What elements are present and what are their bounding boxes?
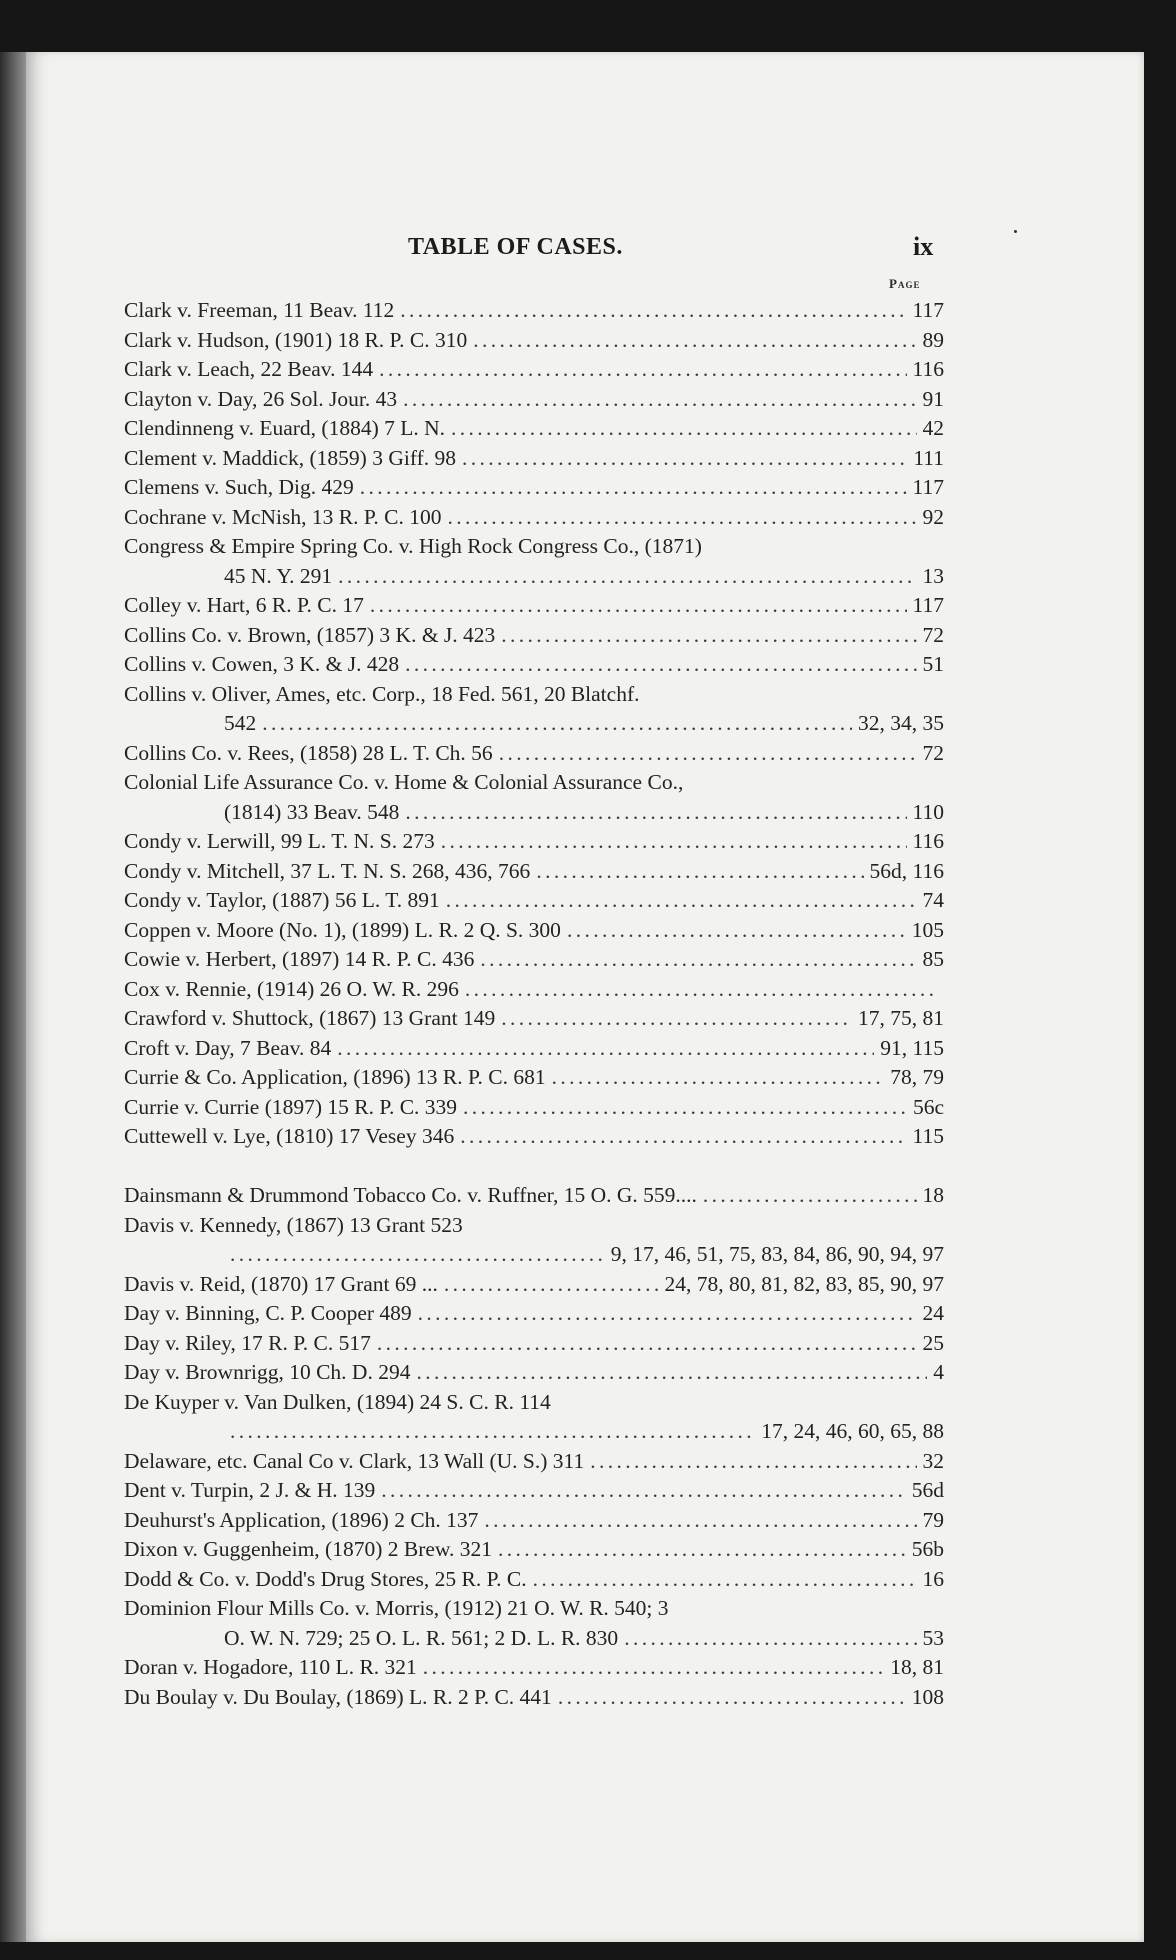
case-citation: Dainsmann & Drummond Tobacco Co. v. Ruffner, 15 O. G. 559.... [124, 1183, 697, 1207]
case-entry [124, 945, 944, 975]
page-references: 24 [922, 1301, 944, 1325]
table-of-cases [124, 296, 944, 1712]
case-line [124, 1683, 944, 1713]
page-references: 116 [912, 357, 944, 381]
dot-leaders [444, 1270, 659, 1300]
page-references: 18 [922, 1183, 944, 1207]
case-citation: Dixon v. Guggenheim, (1870) 2 Brew. 321 [124, 1537, 493, 1561]
dot-leaders [405, 650, 916, 680]
case-citation: Crawford v. Shuttock, (1867) 13 Grant 149 [124, 1006, 496, 1030]
case-entry [124, 385, 944, 415]
case-entry [124, 1594, 944, 1653]
dot-leaders [379, 355, 906, 385]
case-entry [124, 473, 944, 503]
page-references: 91 [922, 386, 944, 411]
case-citation: Clendinneng v. Euard, (1884) 7 L. N. [124, 416, 446, 440]
case-line [124, 680, 944, 710]
case-entry [124, 1211, 944, 1270]
case-citation: Cowie v. Herbert, (1897) 14 R. P. C. 436 [124, 947, 475, 971]
case-entry [124, 1004, 944, 1034]
case-citation: Clemens v. Such, Dig. 429 [124, 475, 354, 499]
dot-leaders [400, 296, 906, 326]
page-references: 24, 78, 80, 81, 82, 83, 85, 90, 97 [664, 1271, 944, 1296]
case-line [124, 326, 944, 356]
dot-leaders [462, 444, 907, 474]
dot-leaders [558, 1683, 906, 1713]
dot-leaders [552, 1063, 885, 1093]
page-references: 56d [911, 1478, 944, 1502]
case-line [124, 1565, 944, 1595]
page-references: 17, 24, 46, 60, 65, 88 [761, 1419, 944, 1443]
case-line [124, 1329, 944, 1359]
case-line [124, 473, 944, 503]
page-references: 117 [912, 593, 944, 617]
case-entry [124, 857, 944, 887]
dot-leaders [484, 1506, 916, 1536]
dot-leaders [370, 591, 907, 621]
case-entry [124, 1329, 944, 1359]
case-line [124, 296, 944, 326]
case-citation: Cochrane v. McNish, 13 R. P. C. 100 [124, 504, 442, 529]
case-citation: 45 N. Y. 291 [224, 563, 333, 588]
page-references: 110 [912, 799, 944, 824]
page-references: 25 [922, 1330, 944, 1355]
case-entry [124, 916, 944, 946]
dot-leaders [405, 798, 906, 828]
case-citation: Collins v. Cowen, 3 K. & J. 428 [124, 652, 400, 676]
case-citation: Deuhurst's Application, (1896) 2 Ch. 137 [124, 1507, 479, 1532]
case-line [124, 444, 944, 474]
case-citation: Collins Co. v. Brown, (1857) 3 K. & J. 423 [124, 622, 496, 647]
case-entry [124, 768, 944, 827]
case-line [124, 1270, 944, 1300]
page-references: 32, 34, 35 [858, 711, 944, 735]
page-references: 116 [912, 829, 944, 853]
page-references: 42 [922, 416, 944, 440]
case-line [124, 1476, 944, 1506]
case-entry [124, 1063, 944, 1093]
page-references: 56c [912, 1094, 944, 1119]
case-entry [124, 355, 944, 385]
case-line [124, 1063, 944, 1093]
dot-leaders [416, 1358, 927, 1388]
dot-leaders [448, 503, 917, 533]
case-entry [124, 1447, 944, 1477]
case-line [124, 1211, 944, 1241]
case-line [124, 886, 944, 916]
case-entry [124, 532, 944, 591]
case-entry [124, 503, 944, 533]
dot-leaders [499, 739, 917, 769]
case-line [124, 1034, 944, 1064]
page-references: 117 [912, 475, 944, 499]
page-references: 51 [922, 652, 944, 676]
case-line [124, 1447, 944, 1477]
case-entry [124, 975, 944, 1005]
case-entry [124, 1122, 944, 1152]
dot-leaders [567, 916, 906, 946]
case-citation: Collins v. Oliver, Ames, etc. Corp., 18 Fed. 561, 20 Blatchf. [124, 681, 640, 706]
case-continuation-line [124, 798, 944, 828]
case-entry [124, 326, 944, 356]
case-citation: Davis v. Kennedy, (1867) 13 Grant 523 [124, 1212, 463, 1237]
case-citation: Delaware, etc. Canal Co v. Clark, 13 Wall (U. S.) 311 [124, 1448, 585, 1473]
case-entry [124, 739, 944, 769]
case-citation: Clark v. Freeman, 11 Beav. 112 [124, 298, 395, 322]
case-citation: Coppen v. Moore (No. 1), (1899) L. R. 2 Q. S. 300 [124, 917, 561, 942]
page-references: 108 [911, 1684, 944, 1709]
page-references: 9, 17, 46, 51, 75, 83, 84, 86, 90, 94, 97 [610, 1242, 944, 1266]
page-references: 18, 81 [890, 1655, 944, 1679]
case-line [124, 621, 944, 651]
case-citation: (1814) 33 Beav. 548 [224, 799, 400, 824]
case-citation: Croft v. Day, 7 Beav. 84 [124, 1035, 332, 1060]
case-citation: Clement v. Maddick, (1859) 3 Giff. 98 [124, 445, 457, 470]
page-references: 32 [922, 1448, 944, 1473]
page-references: 17, 75, 81 [858, 1006, 944, 1030]
case-entry [124, 680, 944, 739]
case-citation: Day v. Riley, 17 R. P. C. 517 [124, 1330, 371, 1355]
case-entry [124, 1476, 944, 1506]
case-line [124, 1653, 944, 1683]
page-references: 56b [911, 1537, 944, 1561]
book-binding-shadow [0, 52, 28, 1942]
case-entry [124, 621, 944, 651]
case-entry [124, 827, 944, 857]
dot-leaders [536, 857, 863, 887]
running-header [0, 234, 1176, 274]
case-entry [124, 296, 944, 326]
dot-leaders [230, 1417, 755, 1447]
case-line [124, 857, 944, 887]
dot-leaders [501, 1004, 852, 1034]
case-line [124, 916, 944, 946]
dot-leaders [338, 562, 916, 592]
case-citation: Clayton v. Day, 26 Sol. Jour. 43 [124, 386, 398, 411]
dot-leaders [360, 473, 907, 503]
case-line [124, 355, 944, 385]
case-citation: Cuttewell v. Lye, (1810) 17 Vesey 346 [124, 1124, 455, 1148]
page-references: 115 [912, 1124, 944, 1148]
dot-leaders [703, 1181, 917, 1211]
case-continuation-line [124, 1240, 944, 1270]
case-citation: Du Boulay v. Du Boulay, (1869) L. R. 2 P. C. 441 [124, 1684, 552, 1709]
page-references: 53 [922, 1625, 944, 1650]
dot-leaders [463, 1093, 907, 1123]
page-references: 72 [922, 622, 944, 647]
section-gap [124, 1152, 944, 1182]
case-line [124, 1299, 944, 1329]
dot-leaders [441, 827, 907, 857]
page-references: 16 [922, 1566, 944, 1591]
case-entry [124, 444, 944, 474]
page-references: 92 [922, 504, 944, 529]
case-citation: Davis v. Reid, (1870) 17 Grant 69 ... [124, 1271, 438, 1296]
case-line [124, 1594, 944, 1624]
case-citation: De Kuyper v. Van Dulken, (1894) 24 S. C. R. 114 [124, 1389, 551, 1414]
dot-leaders [480, 945, 916, 975]
dot-leaders [501, 621, 916, 651]
dot-leaders [262, 709, 852, 739]
case-citation: Collins Co. v. Rees, (1858) 28 L. T. Ch. 56 [124, 740, 493, 765]
page-references: 13 [922, 563, 944, 588]
case-entry [124, 886, 944, 916]
case-citation: Condy v. Lerwill, 99 L. T. N. S. 273 [124, 829, 435, 853]
case-line [124, 768, 944, 798]
case-entry [124, 1358, 944, 1388]
case-entry [124, 414, 944, 444]
case-citation: Doran v. Hogadore, 110 L. R. 321 [124, 1655, 417, 1679]
case-citation: Cox v. Rennie, (1914) 26 O. W. R. 296 [124, 976, 459, 1001]
page-references: 56d, 116 [869, 858, 944, 883]
page-references: 72 [922, 740, 944, 765]
page-title: TABLE OF CASES. [408, 234, 623, 260]
case-entry [124, 1299, 944, 1329]
case-line [124, 503, 944, 533]
page-number: ix [913, 232, 934, 261]
dot-leaders [337, 1034, 874, 1064]
page-speck [1014, 230, 1017, 233]
case-citation: Dominion Flour Mills Co. v. Morris, (1912) 21 O. W. R. 540; 3 [124, 1596, 669, 1620]
case-continuation-line [124, 562, 944, 592]
case-line [124, 650, 944, 680]
case-line [124, 591, 944, 621]
case-citation: Currie & Co. Application, (1896) 13 R. P. C. 681 [124, 1065, 546, 1089]
dot-leaders [418, 1299, 917, 1329]
case-entry [124, 1683, 944, 1713]
case-line [124, 414, 944, 444]
page-references: 89 [922, 327, 944, 352]
page-references: 91, 115 [880, 1035, 944, 1060]
dot-leaders [465, 975, 938, 1005]
case-citation: Day v. Brownrigg, 10 Ch. D. 294 [124, 1360, 411, 1384]
case-entry [124, 1535, 944, 1565]
dot-leaders [460, 1122, 906, 1152]
case-entry [124, 1506, 944, 1536]
dot-leaders [423, 1653, 884, 1683]
dot-leaders [473, 326, 916, 356]
case-citation: Dodd & Co. v. Dodd's Drug Stores, 25 R. P. C. [124, 1566, 527, 1591]
case-line [124, 1358, 944, 1388]
dot-leaders [446, 886, 917, 916]
page-references: 79 [922, 1507, 944, 1532]
case-citation: Congress & Empire Spring Co. v. High Rock Congress Co., (1871) [124, 534, 702, 558]
case-citation: Condy v. Taylor, (1887) 56 L. T. 891 [124, 888, 440, 912]
dot-leaders [624, 1624, 916, 1654]
case-line [124, 385, 944, 415]
page-references: 4 [933, 1360, 944, 1384]
case-citation: Colonial Life Assurance Co. v. Home & Colonial Assurance Co., [124, 770, 684, 794]
case-line [124, 1506, 944, 1536]
case-citation: Dent v. Turpin, 2 J. & H. 139 [124, 1478, 376, 1502]
page-references: 78, 79 [890, 1065, 944, 1089]
case-entry [124, 1034, 944, 1064]
page-column-label: Page [889, 276, 921, 291]
case-line [124, 1388, 944, 1418]
dot-leaders [451, 414, 916, 444]
case-citation: Currie v. Currie (1897) 15 R. P. C. 339 [124, 1094, 458, 1119]
case-line [124, 945, 944, 975]
dot-leaders [590, 1447, 916, 1477]
case-entry [124, 1653, 944, 1683]
case-line [124, 1535, 944, 1565]
dot-leaders [381, 1476, 905, 1506]
case-entry [124, 650, 944, 680]
dot-leaders [403, 385, 916, 415]
case-line [124, 1122, 944, 1152]
case-continuation-line [124, 1624, 944, 1654]
case-line [124, 1004, 944, 1034]
case-entry [124, 1093, 944, 1123]
case-line [124, 975, 944, 1005]
dot-leaders [533, 1565, 917, 1595]
dot-leaders [377, 1329, 917, 1359]
case-line [124, 1181, 944, 1211]
case-entry [124, 1565, 944, 1595]
case-line [124, 1093, 944, 1123]
page-references: 111 [913, 445, 944, 470]
case-citation: Condy v. Mitchell, 37 L. T. N. S. 268, 436, 766 [124, 858, 531, 883]
case-citation: Day v. Binning, C. P. Cooper 489 [124, 1301, 412, 1325]
case-citation: 542 [224, 711, 257, 735]
dot-leaders [498, 1535, 906, 1565]
case-continuation-line [124, 1417, 944, 1447]
page-references: 74 [922, 888, 944, 912]
dot-leaders [230, 1240, 605, 1270]
case-citation: Colley v. Hart, 6 R. P. C. 17 [124, 593, 364, 617]
page-references: 105 [911, 917, 944, 942]
page-references: 117 [912, 298, 944, 322]
case-entry [124, 1181, 944, 1211]
case-entry [124, 1270, 944, 1300]
case-entry [124, 591, 944, 621]
case-continuation-line [124, 709, 944, 739]
case-citation: Clark v. Leach, 22 Beav. 144 [124, 357, 374, 381]
case-citation: O. W. N. 729; 25 O. L. R. 561; 2 D. L. R. 830 [224, 1625, 619, 1650]
case-line [124, 827, 944, 857]
case-citation: Clark v. Hudson, (1901) 18 R. P. C. 310 [124, 327, 468, 352]
case-entry [124, 1388, 944, 1447]
case-line [124, 532, 944, 562]
case-line [124, 739, 944, 769]
page-references: 85 [922, 947, 944, 971]
